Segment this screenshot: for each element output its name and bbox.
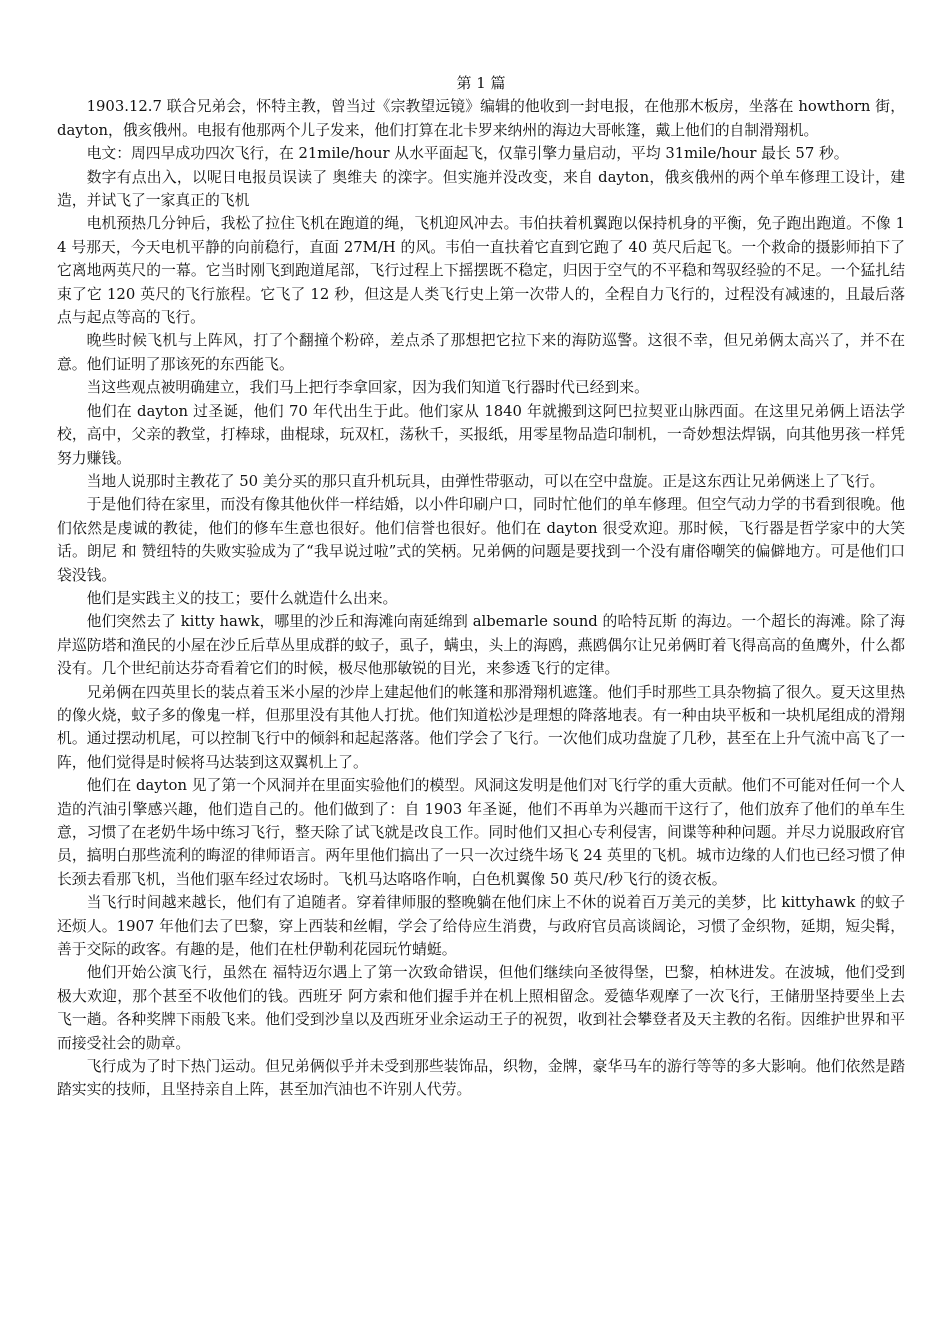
paragraph: 他们突然去了 kitty hawk，哪里的沙丘和海滩向南延绵到 albemarle sound 的哈特瓦斯 的海边。一个超长的海滩。除了海岸巡防塔和渔民的小屋在沙丘后草丛里成群的蚊子，虱子，螨虫，头上的海鸥，燕鸥偶尔让兄弟俩盯着飞得高高的鱼鹰外，什么都没有。几个世纪前达芬奇看着它们的时候，极尽他那敏锐的目光，来参透飞行的定律。 [57,613,905,678]
paragraph: 电文：周四早成功四次飞行，在 21mile/hour 从水平面起飞，仅靠引擎力量启动，平均 31mile/hour 最长 57 秒。 [86,145,849,163]
paragraph: 1903.12.7 联合兄弟会，怀特主教，曾当过《宗教望远镜》编辑的他收到一封电报，在他那木板房，坐落在 howthorn 街，dayton，俄亥俄州。电报有他那两个儿子发来，他们打算在北卡罗来纳州的海边大哥帐篷，戴上他们的自制滑翔机。 [57,98,905,139]
paragraph: 飞行成为了时下热门运动。但兄弟俩似乎并未受到那些装饰品，织物，金牌，豪华马车的游行等等的多大影响。他们依然是踏踏实实的技师，且坚持亲自上阵，甚至加汽油也不许别人代劳。 [57,1058,905,1099]
paragraph: 数字有点出入，以呢日电报员误读了 奥维夫 的滦字。但实施并没改变，来自 dayton，俄亥俄州的两个单车修理工设计，建造，并试飞了一家真正的飞机 [57,168,905,210]
paragraph: 当地人说那时主教花了 50 美分买的那只直升机玩具，由弹性带驱动，可以在空中盘旋。正是这东西让兄弟俩迷上了飞行。 [86,472,885,490]
page-title: 第 1 篇 [456,74,506,92]
paragraph: 他们在 dayton 见了第一个风洞并在里面实验他们的模型。风洞这发明是他们对飞行学的重大贡献。他们不可能对任何一个人造的汽油引擎感兴趣，他们造自己的。他们做到了：自 1903 年圣诞，他们不再单为兴趣而干这行了，他们放弃了他们的单车生意，习惯了在老奶牛场中练习飞行，整天除了试飞就是改良工作。同时他们又担心专利侵害，间谍等种种问题。并尽力说服政府官员，搞明白那些流利的晦涩的律师语言。两年里他们搞出了一只一次过绕牛场飞 24 英里的飞机。城市边缘的人们也已经习惯了伸长颈去看那飞机，当他们驱车经过农场时。飞机马达咯咯作响，白色机翼像 50 英尺/秒飞行的烫衣板。 [57,777,905,888]
paragraph: 兄弟俩在四英里长的装点着玉米小屋的沙岸上建起他们的帐篷和那滑翔机遮篷。他们手时那些工具杂物搞了很久。夏天这里热的像火烧，蚊子多的像鬼一样，但那里没有其他人打扰。他们知道松沙是理想的降落地表。有一种由块平板和一块机尾组成的滑翔机。通过摆动机尾，可以控制飞行中的倾斜和起起落落。他们学会了飞行。一次他们成功盘旋了几秒，甚至在上升气流中高飞了一阵，他们觉得是时候将马达装到这双翼机上了。 [57,683,905,771]
paragraph: 当这些观点被明确建立，我们马上把行李拿回家，因为我们知道飞行器时代已经到来。 [86,379,649,397]
paragraph: 当飞行时间越来越长，他们有了追随者。穿着律师服的整晚躺在他们床上不休的说着百万美元的美梦，比 kittyhawk 的蚊子还烦人。1907 年他们去了巴黎，穿上西装和丝帽，学会了给侍应生消费，与政府官员高谈阔论，习惯了金织物，延期，短尖髯，善于交际的政客。有趣的是，他们在杜伊勒利花园玩竹蜻蜓。 [57,894,905,959]
paragraph: 电机预热几分钟后，我松了拉住飞机在跑道的绳，飞机迎风冲去。韦伯扶着机翼跑以保持机身的平衡，免子跑出跑道。不像 14 号那天，今天电机平静的向前稳行，直面 27M/H 的风。韦伯一直扶着它直到它跑了 40 英尺后起飞。一个救命的摄影师拍下了它离地两英尺的一幕。它当时刚飞到跑道尾部，飞行过程上下摇摆既不稳定，归因于空气的不平稳和驾驭经验的不足。一个猛扎结束了它 120 英尺的飞行旅程。它飞了 12 秒，但这是人类飞行史上第一次带人的，全程自力飞行的，过程没有减速的，且最后落点与起点等高的飞行。 [57,215,905,327]
document-page [57,72,905,1102]
paragraph: 于是他们待在家里，而没有像其他伙伴一样结婚，以小件印刷户口，同时忙他们的单车修理。但空气动力学的书看到很晚。他们依然是虔诚的教徒，他们的修车生意也很好。他们信誉也很好。他们在 dayton 很受欢迎。那时候，飞行器是哲学家中的大笑话。朗尼 和 赞纽特的失败实验成为了“我早说过啦”式的笑柄。兄弟俩的问题是要找到一个没有庸俗嘲笑的偏僻地方。可是他们口袋没钱。 [57,496,905,584]
paragraph: 他们在 dayton 过圣诞，他们 70 年代出生于此。他们家从 1840 年就搬到这阿巴拉契亚山脉西面。在这里兄弟俩上语法学校，高中，父亲的教堂，打棒球，曲棍球，玩双杠，荡秋千，买报纸，用零星物品造印制机，一奇妙想法焊锅，向其他男孩一样凭努力赚钱。 [57,402,905,467]
paragraph: 他们是实践主义的技工；要什么就造什么出来。 [86,589,398,607]
paragraph: 晚些时候飞机与上阵风，打了个翻撞个粉碎，差点杀了那想把它拉下来的海防巡警。这很不幸，但兄弟俩太高兴了，并不在意。他们证明了那该死的东西能飞。 [57,332,905,373]
paragraph: 他们开始公演飞行，虽然在 福特迈尔遇上了第一次致命错误，但他们继续向圣彼得堡，巴黎，柏林进发。在波城，他们受到极大欢迎，那个甚至不收他们的钱。西班牙 阿方索和他们握手并在机上照相留念。爱德华观摩了一次飞行，王储册坚持要坐上去飞一趟。各种奖牌下雨般飞来。他们受到沙皇以及西班牙业余运动王子的祝贺，收到社会攀登者及天主教的名衔。因维护世界和平而接受社会的勋章。 [57,964,905,1052]
document-body [57,95,905,1101]
